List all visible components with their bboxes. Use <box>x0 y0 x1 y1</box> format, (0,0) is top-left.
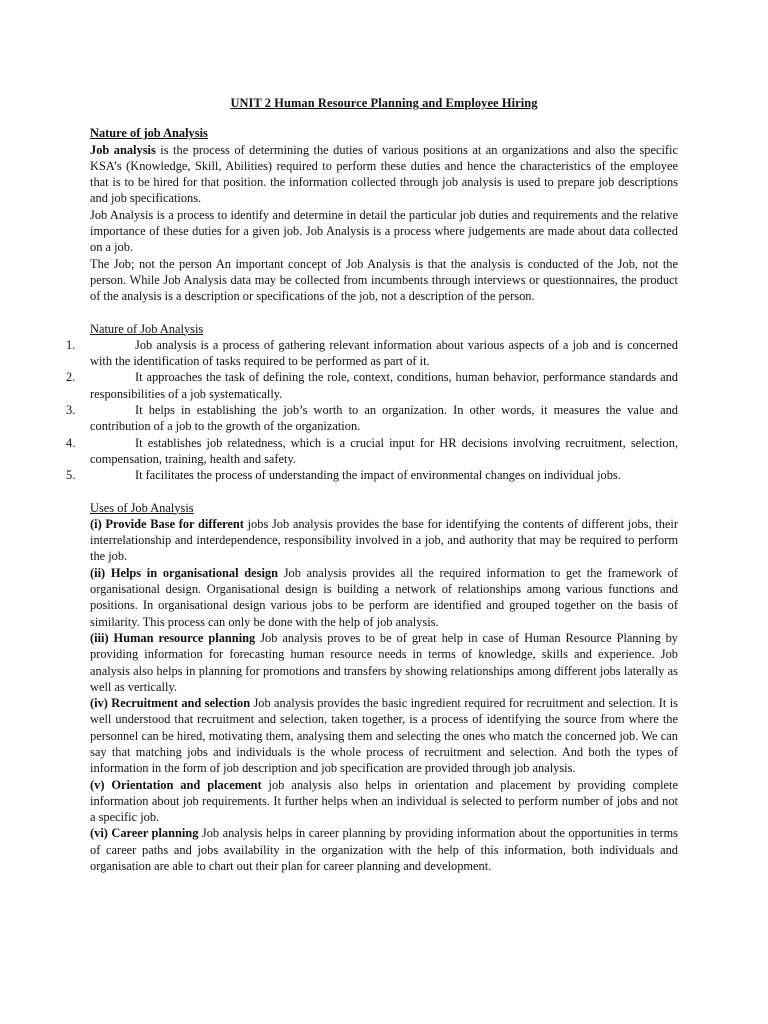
list-item-text: It facilitates the process of understanding the impact of environmental changes on individual jobs. <box>135 468 621 483</box>
use-item-term: (i) Provide Base for different <box>90 516 244 531</box>
paragraph-job-analysis-definition <box>90 142 678 207</box>
use-item <box>90 516 678 565</box>
use-item-text: jobs Job analysis provides the base for identifying the contents of different jobs, their interrelationship and interdependence, responsibility involved in a job, and authority that may be required to perform the job. <box>90 516 678 564</box>
list-item <box>66 337 678 370</box>
page-title: UNIT 2 Human Resource Planning and Employee Hiring <box>230 96 538 110</box>
use-item <box>90 695 678 776</box>
use-item-term: (vi) Career planning <box>90 826 199 841</box>
list-item <box>66 369 678 402</box>
paragraph-text: is the process of determining the duties of various positions at an organizations and also the specific KSA’s (Knowledge, Skill, Abilities) required to perform these duties and hence the characteristics of the employee that is to be hired for that position. the information collected through job analysis is used to prepare job descriptions and job specifications. <box>90 142 678 206</box>
list-item-text: It establishes job relatedness, which is a crucial input for HR decisions involving recruitment, selection, compensation, training, health and safety. <box>90 435 678 466</box>
use-item <box>90 630 678 695</box>
section-heading-uses-of-job-analysis: Uses of Job Analysis <box>90 500 194 515</box>
use-item-text: Job analysis provides all the required information to get the framework of organisational design. Organisational design is building a network of relationships among various functions and positions. In organisational design various jobs to be perform are identified and grouped together on the basis of similarity. This process can only be done with the help of job analysis. <box>90 565 678 629</box>
document-body <box>66 95 679 874</box>
list-item <box>66 435 678 468</box>
section-heading-nature-list: Nature of Job Analysis <box>90 321 204 336</box>
use-item-text: job analysis also helps in orientation and placement by providing complete information about job requirements. It further helps when an individual is selected to perform number of jobs and not a specific job. <box>90 777 678 825</box>
list-item-text: Job analysis is a process of gathering relevant information about various aspects of a job and is concerned with the identification of tasks required to be performed as part of it. <box>90 337 678 369</box>
list-number: 2. <box>66 370 76 385</box>
list-number: 1. <box>66 337 76 352</box>
list-item <box>66 402 678 435</box>
use-item-text: Job analysis provides the basic ingredient required for recruitment and selection. It is well understood that recruitment and selection, taken together, is a process of identifying the source from where the personnel can be hired, motivating them, analysing them and selecting the ones who match the concerned job. We can say that matching jobs and individuals is the whole process of recruitment and selection. And both the types of information in the form of job description and job specification are provided through job analysis. <box>90 696 678 776</box>
spacer <box>90 484 678 500</box>
use-item <box>90 777 678 826</box>
paragraph-job-analysis-process: Job Analysis is a process to identify and determine in detail the particular job duties and requirements and the relative importance of these duties for a given job. Job Analysis is a process where judgements are made about data collected on a job. <box>90 207 678 255</box>
list-number: 4. <box>66 435 76 450</box>
use-item-term: (ii) Helps in organisational design <box>90 565 278 580</box>
use-item <box>90 565 678 630</box>
list-number: 5. <box>66 468 76 483</box>
use-item-text: Job analysis proves to be of great help in case of Human Resource Planning by providing information for forecasting human resource needs in terms of knowledge, skills and experience. Job analysis also helps in planning for promotions and transfers by showing relationships among different jobs laterally as well as vertically. <box>90 630 679 694</box>
use-item-term: (iv) Recruitment and selection <box>90 696 251 711</box>
term-job-analysis: Job analysis <box>90 142 156 157</box>
list-number: 3. <box>66 403 76 418</box>
use-item-term: (iii) Human resource planning <box>90 630 256 645</box>
nature-list <box>66 337 678 484</box>
list-item-text: It helps in establishing the job’s worth to an organization. In other words, it measures the value and contribution of a job to the growth of the organization. <box>90 403 678 434</box>
use-item-term: (v) Orientation and placement <box>90 777 262 792</box>
section-heading-nature-of-job-analysis: Nature of job Analysis <box>90 126 208 141</box>
use-item-text: Job analysis helps in career planning by providing information about the opportunities in terms of career paths and jobs availability in the organization with the help of this information, both individuals and organisation are able to chart out their plan for career planning and development. <box>90 826 678 874</box>
list-item-text: It approaches the task of defining the role, context, conditions, human behavior, performance standards and responsibilities of a job systematically. <box>90 370 678 401</box>
spacer <box>90 305 678 321</box>
use-item <box>90 825 678 874</box>
paragraph-job-not-person: The Job; not the person An important concept of Job Analysis is that the analysis is conducted of the Job, not the person. While Job Analysis data may be collected from incumbents through interviews or questionnaires, the product of the analysis is a description or specifications of the job, not a description of the person. <box>90 256 678 304</box>
list-item <box>66 467 678 483</box>
